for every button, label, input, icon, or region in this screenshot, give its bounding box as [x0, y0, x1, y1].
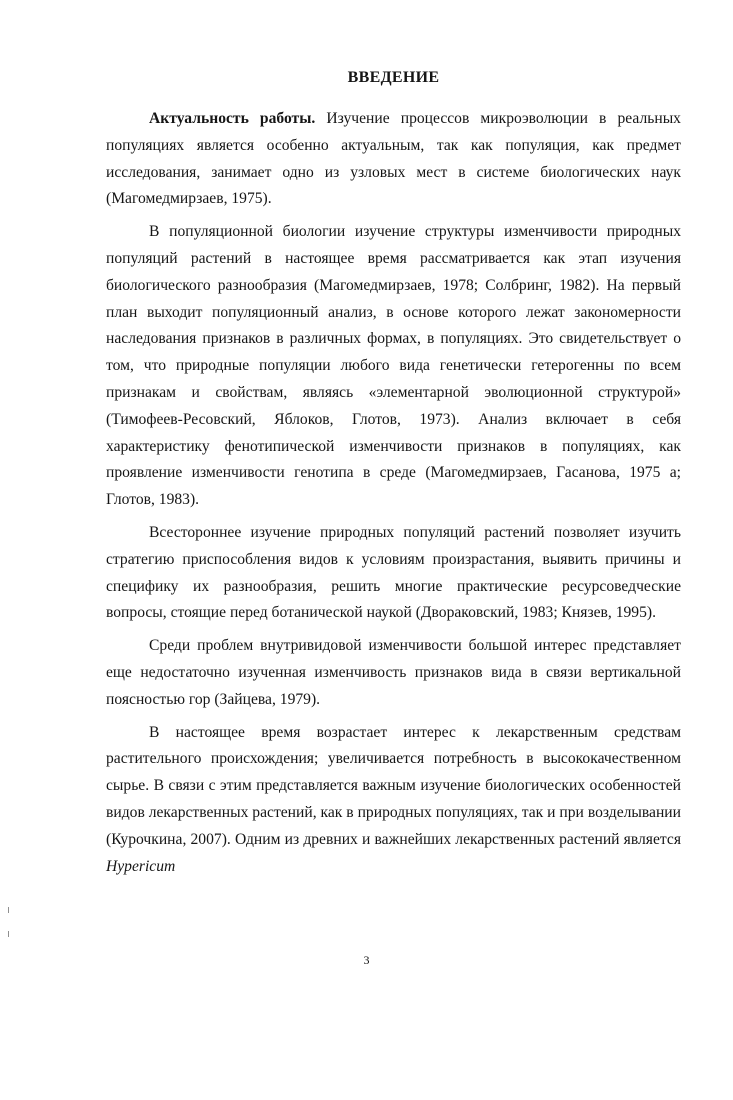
text-body	[106, 64, 681, 886]
scan-artifact-mark	[8, 907, 9, 913]
relevance-text: Изучение процессов микроэволюции в реальных популяциях является особенно актуальным, так как популяция, как предмет исследования, занимает одно из узловых мест в системе биологических наук (Магомедмирзаев, 1975).	[106, 110, 681, 208]
paragraph-intraspecific-variability: Среди проблем внутривидовой изменчивости большой интерес представляет еще недостаточно изученная изменчивость признаков вида в связи вертикальной поясностью гор (Зайцева, 1979).	[106, 637, 681, 708]
scan-artifact-mark	[8, 931, 9, 937]
section-heading: ВВЕДЕНИЕ	[347, 69, 440, 86]
relevance-lead: Актуальность работы.	[149, 110, 316, 127]
medicinal-plants-text: В настоящее время возрастает интерес к лекарственным средствам растительного происхождения; увеличивается потребность в высококачественном сырье. В связи с этим представляется важным изучение биологических особенностей видов лекарственных растений, как в природных популяциях, так и при возделывании (Курочкина, 2007). Одним из древних и важнейших лекарственных растений является	[106, 723, 681, 848]
hypericum-term: Hypericum	[106, 857, 176, 875]
paragraph-relevance	[106, 106, 681, 213]
page-number: 3	[363, 953, 370, 967]
paragraph-medicinal-plants	[106, 720, 681, 881]
paragraph-population-biology: В популяционной биологии изучение структуры изменчивости природных популяций растений в настоящее время рассматривается как этап изучения биологического разнообразия (Магомедмирзаев, 1978; Солбринг, 1982). На первый план выходит популяционный анализ, в основе которого лежат закономерности наследования признаков в различных формах, в популяциях. Это свидетельствует о том, что природные популяции любого вида генетически гетерогенны по всем признакам и свойствам, являясь «элементарной эволюционной структурой» (Тимофеев-Ресовский, Яблоков, Глотов, 1973). Анализ включает в себя характеристику фенотипической изменчивости признаков в популяциях, как проявление изменчивости генотипа в среде (Магомедмирзаев, Гасанова, 1975 а; Глотов, 1983).	[106, 223, 681, 509]
paragraph-comprehensive-study: Всестороннее изучение природных популяций растений позволяет изучить стратегию приспособления видов к условиям произрастания, выявить причины и специфику их разнообразия, решить многие практические ресурсоведческие вопросы, стоящие перед ботанической наукой (Двораковский, 1983; Князев, 1995).	[106, 523, 681, 622]
